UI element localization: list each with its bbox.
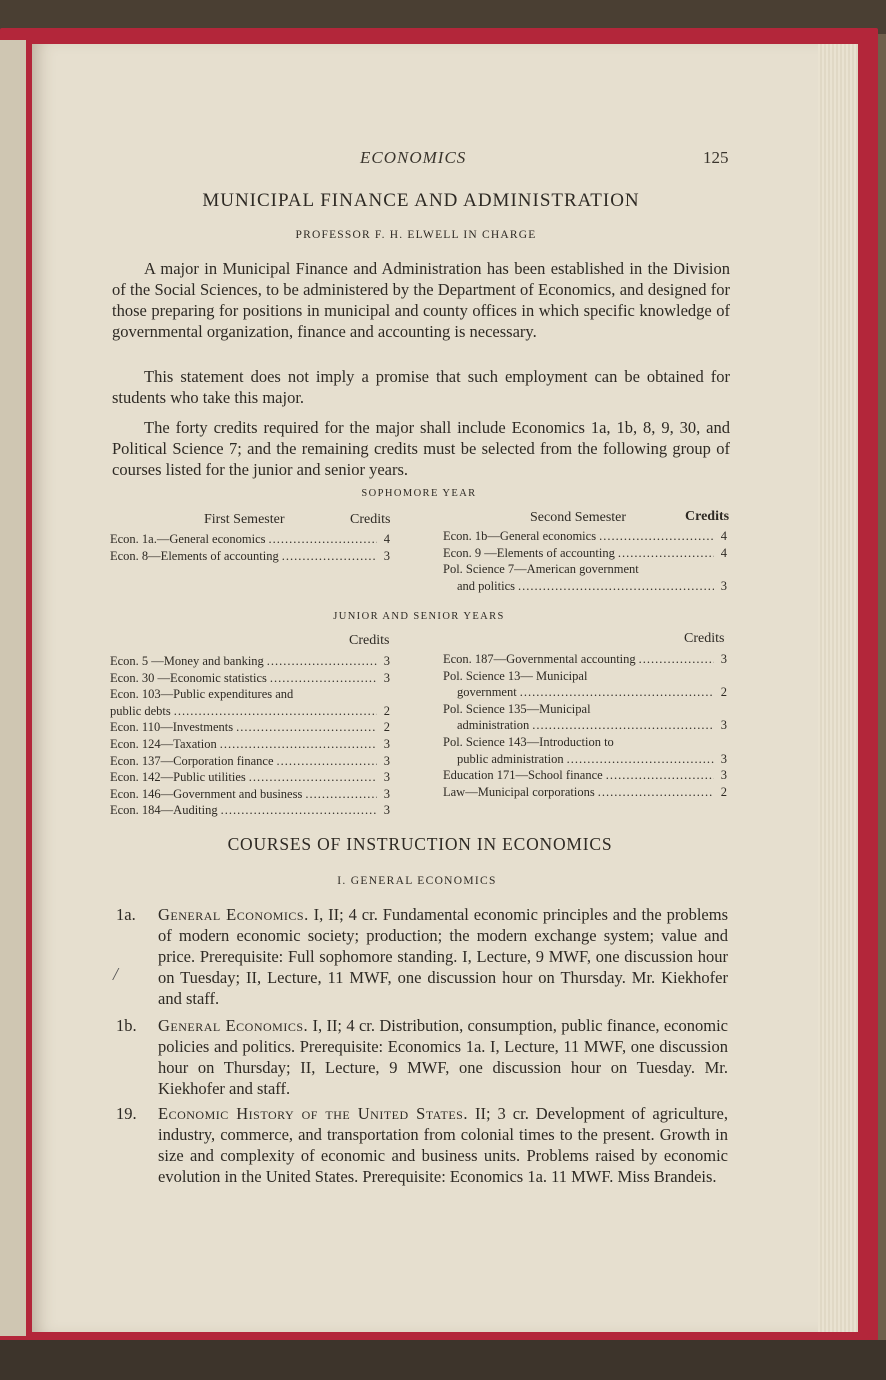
course-row [110, 719, 390, 736]
course-name: Econ. 137—Corporation finance [110, 753, 274, 768]
section-title: MUNICIPAL FINANCE AND ADMINISTRATION [202, 190, 640, 211]
course-name: Econ. 9 —Elements of accounting [443, 545, 615, 560]
left-credits-label: Credits [349, 633, 390, 648]
course-description [158, 1015, 728, 1099]
courses-title: COURSES OF INSTRUCTION IN ECONOMICS [227, 834, 613, 854]
course-credits: 3 [383, 736, 390, 751]
course-name: administration [457, 718, 530, 733]
dot-leader [270, 670, 377, 687]
course-name: Econ. 124—Taxation [110, 736, 217, 751]
course-row [443, 751, 727, 768]
course-row [443, 767, 727, 784]
course-row [110, 686, 390, 703]
course-number: 1a. [116, 905, 136, 924]
dot-leader [305, 786, 377, 803]
course-name: Econ. 1b—General economics [443, 529, 597, 543]
course-row [110, 753, 390, 770]
dot-leader [267, 653, 377, 670]
course-row [110, 548, 390, 565]
course-title: Economic History of the United States. [158, 1104, 468, 1123]
course-row [443, 784, 727, 801]
course-name: Law—Municipal corporations [443, 784, 595, 799]
first-semester-label: First Semester [204, 512, 285, 527]
second-semester-credits-label: Credits [685, 509, 730, 524]
course-row [443, 684, 727, 701]
right-credits-label: Credits [684, 631, 725, 646]
requirements-paragraph: The forty credits required for the major shall include Economics 1a, 1b, 8, 9, 30, and Political Science 7; and the remaining credits must be selected from the following group of courses listed for the junior and senior years. [112, 418, 730, 479]
course-credits [380, 686, 390, 703]
dot-leader [599, 528, 714, 545]
course-row [110, 670, 390, 687]
course-credits: 3 [383, 548, 390, 563]
course-row [443, 734, 727, 751]
course-name: Econ. 142—Public utilities [110, 770, 246, 785]
course-row [110, 736, 390, 753]
course-row [110, 786, 390, 803]
course-credits: 2 [720, 784, 727, 799]
course-credits: 3 [383, 670, 390, 685]
course-name: Econ. 103—Public expenditures and [110, 687, 294, 702]
course-body: II; 3 cr. Development of agriculture, industry, commerce, and transportation from colonial times to the present. Growth in size and complexity of economic and business units. Problems raised by economic evolution in the United States. Prerequisite: Economics 1a. 11 MWF. Miss Brandeis. [158, 1104, 729, 1186]
course-row [443, 578, 727, 595]
course-row [443, 701, 727, 718]
course-title: General Economics. [158, 1016, 309, 1035]
course-credits: 3 [720, 751, 727, 766]
course-body: I, II; 4 cr. Distribution, consumption, public finance, economic policies and politics. Prerequisite: Economics 1a. I, Lecture, 11 MWF, one discussion hour on Thursday; II, Lecture, 9 MWF, one discussion hour on Tuesday. Mr. Kiekhofer and staff. [158, 1016, 729, 1098]
scan-background-bottom [0, 1340, 886, 1380]
course-credits: 3 [383, 770, 390, 785]
course-name: Pol. Science 7—American government [443, 562, 639, 577]
course-row [443, 561, 727, 578]
course-credits: 2 [383, 703, 390, 718]
course-description [158, 1103, 728, 1187]
course-row [443, 668, 727, 685]
sophomore-year-heading: SOPHOMORE YEAR [361, 488, 477, 499]
course-credits: 4 [720, 545, 727, 560]
dot-leader [282, 548, 377, 565]
course-name: government [457, 685, 517, 700]
course-number: 19. [116, 1104, 137, 1123]
dot-leader [269, 531, 378, 548]
course-credits [717, 734, 727, 751]
first-semester-credits-label: Credits [350, 512, 391, 527]
intro-paragraph: A major in Municipal Finance and Administration has been established in the Division of the Social Sciences, to be administered by the Department of Economics, and designed for those preparing for positions in municipal and county offices in which specific knowledge of governmental organization, finance and accounting is necessary. [112, 259, 730, 341]
course-credits: 2 [383, 720, 390, 735]
dot-leader [520, 684, 714, 701]
course-credits: 3 [383, 786, 390, 801]
course-row [443, 717, 727, 734]
course-description [158, 904, 728, 1009]
dot-leader [532, 717, 714, 734]
course-credits: 3 [383, 654, 390, 668]
dot-leader [277, 753, 378, 770]
course-title: General Economics. [158, 905, 309, 924]
dot-leader [236, 719, 377, 736]
course-credits: 3 [720, 768, 727, 783]
dot-leader [221, 802, 377, 819]
dot-leader [567, 751, 714, 768]
course-credits [717, 668, 727, 685]
dot-leader [174, 703, 377, 720]
course-row [443, 528, 727, 545]
dot-leader [220, 736, 377, 753]
course-name: Pol. Science 13— Municipal [443, 668, 588, 683]
dot-leader [598, 784, 714, 801]
course-row [110, 802, 390, 819]
disclaimer-paragraph: This statement does not imply a promise that such employment can be obtained for students who take this major. [112, 367, 730, 407]
professor-line: PROFESSOR F. H. ELWELL IN CHARGE [295, 229, 537, 241]
course-credits: 3 [720, 718, 727, 733]
course-credits: 3 [720, 652, 727, 666]
general-economics-heading: I. GENERAL ECONOMICS [337, 875, 497, 887]
course-row [110, 531, 390, 548]
course-credits [717, 701, 727, 718]
course-credits: 4 [383, 532, 390, 546]
course-credits: 3 [720, 578, 727, 593]
running-head: ECONOMICS [360, 148, 467, 167]
junior-senior-right-list [443, 651, 727, 800]
course-name: Econ. 184—Auditing [110, 803, 218, 818]
course-row [110, 703, 390, 720]
course-name: Econ. 30 —Economic statistics [110, 670, 267, 685]
course-name: public administration [457, 751, 564, 766]
junior-senior-left-list [110, 653, 390, 819]
course-credits: 3 [383, 753, 390, 768]
course-row [110, 769, 390, 786]
course-credits: 2 [720, 685, 727, 700]
dot-leader [618, 545, 714, 562]
course-row [110, 653, 390, 670]
course-name: Econ. 8—Elements of accounting [110, 548, 279, 563]
course-name: Econ. 1a.—General economics [110, 532, 266, 546]
course-name: Econ. 146—Government and business [110, 786, 303, 801]
course-credits: 3 [383, 803, 390, 818]
course-name: Pol. Science 143—Introduction to [443, 734, 614, 749]
course-name: Econ. 110—Investments [110, 720, 234, 735]
dot-leader [518, 578, 714, 595]
course-row [443, 651, 727, 668]
course-body: I, II; 4 cr. Fundamental economic principles and the problems of modern economic society; production; the modern exchange system; value and price. Prerequisite: Full sophomore standing. I, Lecture, 9 MWF, one discussion hour on Tuesday; II, Lecture, 11 MWF, one discussion hour on Thursday. Mr. Kiekhofer and staff. [158, 905, 729, 1008]
dot-leader [639, 651, 714, 668]
course-name: Education 171—School finance [443, 768, 603, 783]
page-number: 125 [703, 148, 729, 167]
course-credits [717, 561, 727, 578]
course-name: public debts [110, 703, 171, 718]
sophomore-first-semester-list [110, 531, 390, 564]
pencil-mark: / [113, 964, 119, 984]
course-name: Pol. Science 135—Municipal [443, 701, 591, 716]
course-name: Econ. 5 —Money and banking [110, 654, 264, 668]
course-credits: 4 [720, 529, 727, 543]
course-row [443, 545, 727, 562]
second-semester-label: Second Semester [530, 510, 627, 525]
course-number: 1b. [116, 1016, 137, 1035]
dot-leader [606, 767, 714, 784]
course-name: Econ. 187—Governmental accounting [443, 652, 636, 666]
junior-senior-heading: JUNIOR AND SENIOR YEARS [333, 611, 505, 622]
dot-leader [249, 769, 377, 786]
course-name: and politics [457, 578, 515, 593]
sophomore-second-semester-list [443, 528, 727, 594]
